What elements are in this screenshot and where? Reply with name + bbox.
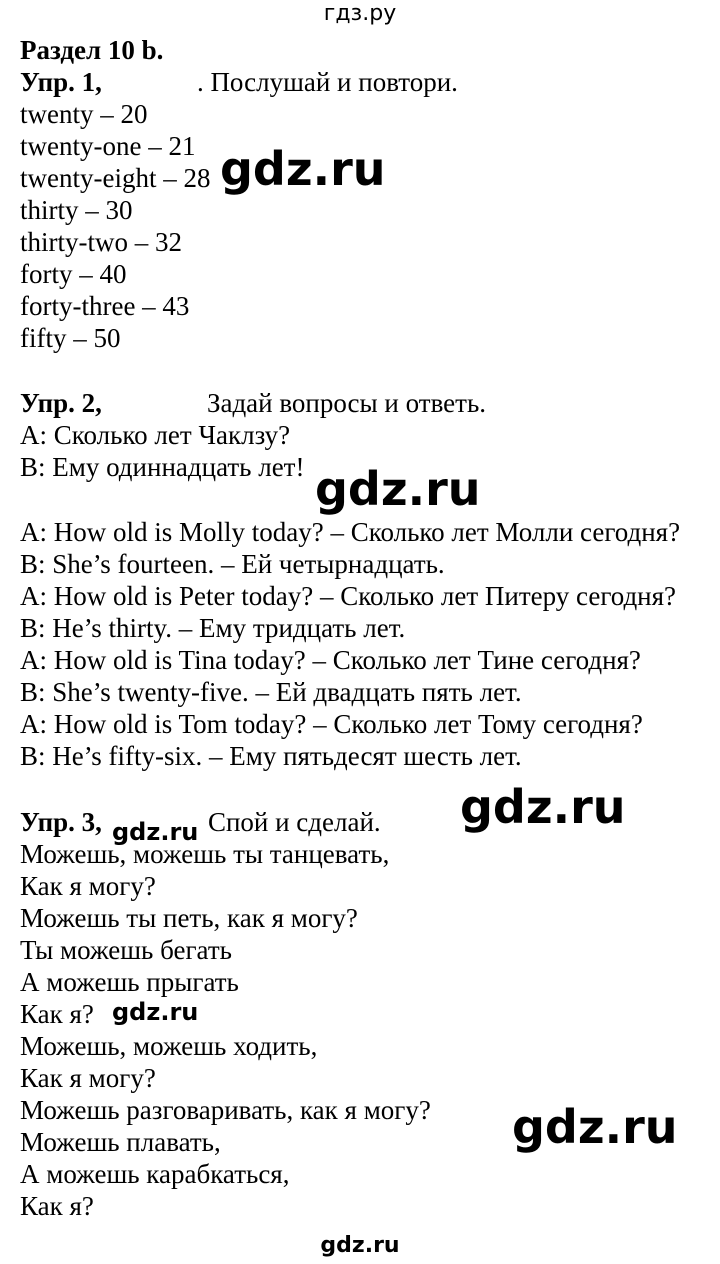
site-header: гдз.ру [323, 1, 397, 26]
list-item: A: Сколько лет Чаклзу? [20, 420, 291, 450]
exercise-2-instruction: Задай вопросы и ответь. [206, 388, 487, 418]
list-item: twenty-eight – 28 [20, 163, 211, 193]
list-item: Можешь, можешь ты танцевать, [20, 839, 390, 869]
section-title: Раздел 10 b. [20, 35, 164, 65]
exercise-1-instruction: . Послушай и повтори. [196, 67, 458, 97]
exercise-3-heading [20, 806, 381, 838]
list-item: A: How old is Tom today? – Сколько лет Тому сегодня? [20, 709, 643, 739]
watermark: gdz.ru [112, 818, 199, 846]
list-item: B: He’s fifty-six. – Ему пятьдесят шесть лет. [20, 741, 522, 771]
list-item: A: How old is Peter today? – Сколько лет Питеру сегодня? [20, 581, 677, 611]
list-item: Как я? [20, 999, 94, 1029]
watermark: gdz.ru [460, 780, 626, 834]
list-item: Как я могу? [20, 1063, 156, 1093]
exercise-1-heading [20, 66, 458, 98]
list-item: twenty – 20 [20, 99, 148, 129]
list-item: B: She’s fourteen. – Ей четырнадцать. [20, 549, 445, 579]
list-item: A: How old is Molly today? – Сколько лет Молли сегодня? [20, 517, 681, 547]
list-item: B: He’s thirty. – Ему тридцать лет. [20, 613, 406, 643]
list-item: B: Ему одиннадцать лет! [20, 452, 305, 482]
list-item: Можешь, можешь ходить, [20, 1031, 318, 1061]
list-item: Как я могу? [20, 871, 156, 901]
watermark: gdz.ru [315, 462, 481, 516]
list-item: fifty – 50 [20, 323, 121, 353]
list-item: twenty-one – 21 [20, 131, 196, 161]
list-item: forty – 40 [20, 259, 127, 289]
list-item: Можешь ты петь, как я могу? [20, 903, 358, 933]
list-item: Можешь разговаривать, как я могу? [20, 1095, 431, 1125]
list-item: Как я? [20, 1191, 94, 1221]
watermark: gdz.ru [512, 1100, 678, 1154]
watermark: gdz.ru [220, 142, 386, 196]
list-item: B: She’s twenty-five. – Ей двадцать пять лет. [20, 677, 522, 707]
exercise-2-heading [20, 387, 486, 419]
list-item: А можешь прыгать [20, 967, 239, 997]
list-item: forty-three – 43 [20, 291, 190, 321]
list-item: A: How old is Tina today? – Сколько лет Тине сегодня? [20, 645, 641, 675]
exercise-1-label: Упр. 1, [20, 67, 102, 97]
list-item: thirty-two – 32 [20, 227, 182, 257]
exercise-3-label: Упр. 3, [20, 807, 102, 837]
list-item: thirty – 30 [20, 195, 133, 225]
list-item: А можешь карабкаться, [20, 1159, 290, 1189]
exercise-3-instruction: Спой и сделай. [207, 807, 381, 837]
list-item: Можешь плавать, [20, 1127, 221, 1157]
site-footer: gdz.ru [320, 1233, 400, 1258]
watermark: gdz.ru [112, 998, 199, 1026]
list-item: Ты можешь бегать [20, 935, 232, 965]
exercise-2-label: Упр. 2, [20, 388, 102, 418]
